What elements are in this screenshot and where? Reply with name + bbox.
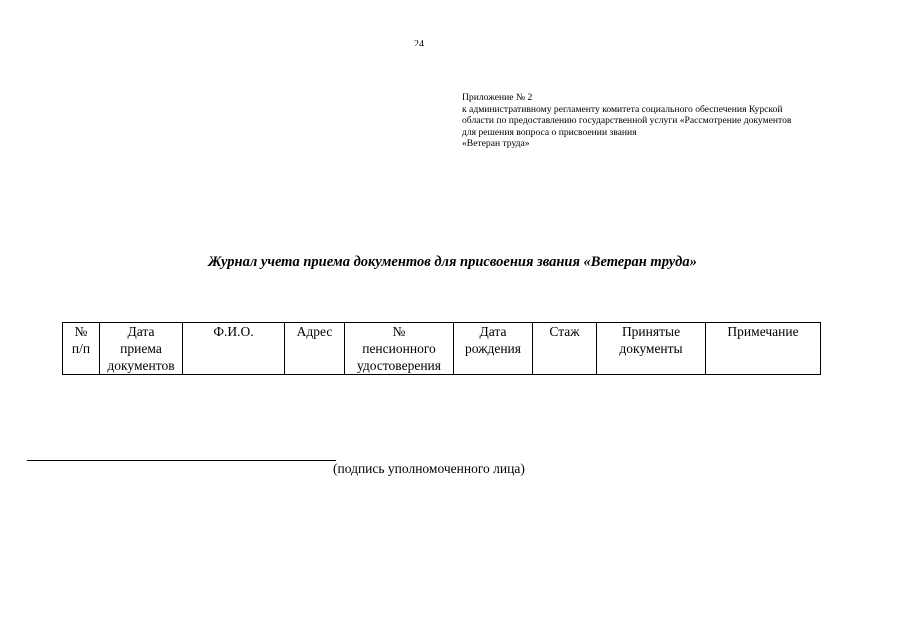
header-text: п/п (71, 341, 91, 356)
table-header-row (63, 323, 821, 375)
annex-line: к административному регламенту комитета социального обеспечения Курской (462, 103, 783, 115)
annex-line: Приложение № 2 (462, 92, 533, 103)
header-accepted-documents (597, 323, 706, 375)
header-text: рождения (464, 341, 521, 356)
header-text: Принятые (621, 324, 681, 339)
header-text: № (392, 324, 406, 339)
annex-line: «Ветеран труда» (462, 138, 530, 150)
header-text: № (74, 324, 88, 339)
header-text: удостоверения (356, 358, 441, 373)
header-text: Дата (479, 324, 507, 339)
header-text: Ф.И.О. (213, 324, 254, 339)
header-note (706, 323, 821, 375)
header-birth-date (454, 323, 533, 375)
header-text: пенсионного (362, 341, 436, 356)
header-text: документы (619, 341, 683, 356)
header-text: документов (107, 358, 175, 373)
annex-reference (462, 92, 852, 150)
header-text: Стаж (549, 324, 580, 339)
annex-line: области по предоставлению государственной услуги «Рассмотрение документов (462, 115, 792, 127)
document-title: Журнал учета приема документов для присвоения звания «Ветеран труда» (208, 254, 697, 270)
annex-line: для решения вопроса о присвоении звания (462, 126, 637, 138)
signature-caption: (подпись уполномоченного лица) (333, 461, 525, 476)
header-text: приема (120, 341, 162, 356)
header-address (285, 323, 345, 375)
header-pension-certificate (345, 323, 454, 375)
header-work-experience (533, 323, 597, 375)
signature-line (27, 460, 336, 461)
header-text: Примечание (727, 324, 799, 339)
header-text: Адрес (296, 324, 333, 339)
journal-table (62, 322, 821, 375)
header-date-received (100, 323, 183, 375)
header-text: Дата (127, 324, 155, 339)
header-number (63, 323, 100, 375)
header-full-name (183, 323, 285, 375)
page-number: 24 (414, 39, 424, 46)
